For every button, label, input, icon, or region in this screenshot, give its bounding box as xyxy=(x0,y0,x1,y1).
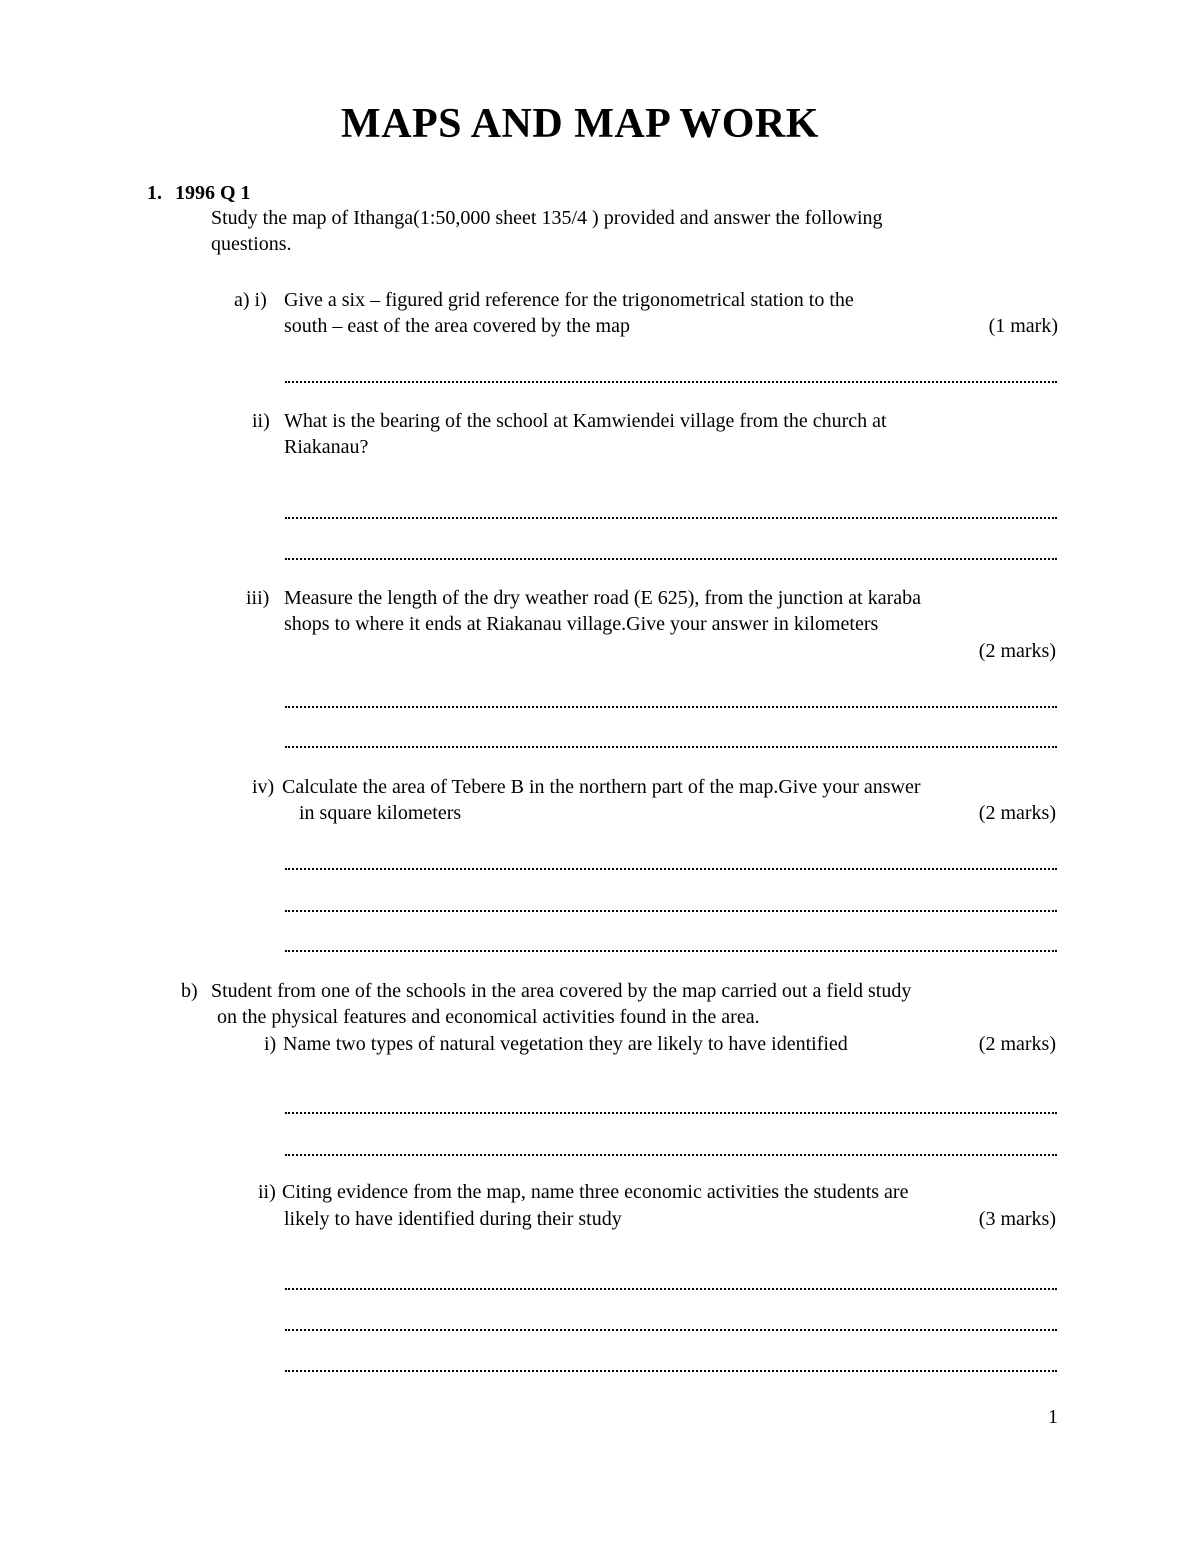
part-b-ii-line1: Citing evidence from the map, name three economic activities the students are xyxy=(282,1181,909,1203)
answer-line[interactable] xyxy=(285,1112,1057,1114)
answer-line[interactable] xyxy=(285,1288,1057,1290)
part-a-iii-line1: Measure the length of the dry weather road (E 625), from the junction at karaba xyxy=(284,587,921,609)
page-number: 1 xyxy=(1048,1406,1058,1428)
answer-line[interactable] xyxy=(285,1329,1057,1331)
answer-line[interactable] xyxy=(285,910,1057,912)
answer-line[interactable] xyxy=(285,517,1057,519)
part-a-iv-marks: (2 marks) xyxy=(978,802,1056,824)
part-a-i-line1: Give a six – figured grid reference for the trigonometrical station to the xyxy=(284,289,854,311)
part-a-ii-line2: Riakanau? xyxy=(284,436,369,458)
part-b-ii-marks: (3 marks) xyxy=(978,1208,1056,1230)
answer-line[interactable] xyxy=(285,1370,1057,1372)
question-number: 1. xyxy=(147,182,162,204)
part-a-ii-label: ii) xyxy=(252,410,270,432)
part-b-i-line1: Name two types of natural vegetation they are likely to have identified xyxy=(283,1033,848,1055)
part-a-iv-line1: Calculate the area of Tebere B in the northern part of the map.Give your answer xyxy=(282,776,921,798)
page-title: MAPS AND MAP WORK xyxy=(341,101,819,147)
question-heading: 1996 Q 1 xyxy=(175,182,251,204)
part-a-i-line2: south – east of the area covered by the map xyxy=(284,315,630,337)
part-b-i-label: i) xyxy=(264,1033,277,1055)
part-b-line1: Student from one of the schools in the area covered by the map carried out a field study xyxy=(211,980,912,1002)
part-b-i-marks: (2 marks) xyxy=(978,1033,1056,1055)
answer-line[interactable] xyxy=(285,706,1057,708)
answer-line[interactable] xyxy=(285,868,1057,870)
part-a-iii-line2: shops to where it ends at Riakanau village.Give your answer in kilometers xyxy=(284,613,879,635)
answer-line[interactable] xyxy=(285,558,1057,560)
answer-line[interactable] xyxy=(285,381,1057,383)
answer-line[interactable] xyxy=(285,950,1057,952)
part-a-iv-label: iv) xyxy=(252,776,275,798)
question-intro-line1: Study the map of Ithanga(1:50,000 sheet 135/4 ) provided and answer the following xyxy=(211,207,883,229)
part-b-label: b) xyxy=(181,980,198,1002)
question-intro-line2: questions. xyxy=(211,233,292,255)
part-b-ii-label: ii) xyxy=(258,1181,276,1203)
part-a-i-marks: (1 mark) xyxy=(988,315,1058,337)
part-a-iii-label: iii) xyxy=(246,587,270,609)
part-a-iii-marks: (2 marks) xyxy=(978,640,1056,662)
part-b-line2: on the physical features and economical activities found in the area. xyxy=(217,1006,760,1028)
part-a-ii-line1: What is the bearing of the school at Kamwiendei village from the church at xyxy=(284,410,887,432)
part-a-iv-line2: in square kilometers xyxy=(299,802,462,824)
answer-line[interactable] xyxy=(285,746,1057,748)
part-b-ii-line2: likely to have identified during their study xyxy=(284,1208,622,1230)
answer-line[interactable] xyxy=(285,1154,1057,1156)
part-a-i-label: a) i) xyxy=(234,289,267,311)
